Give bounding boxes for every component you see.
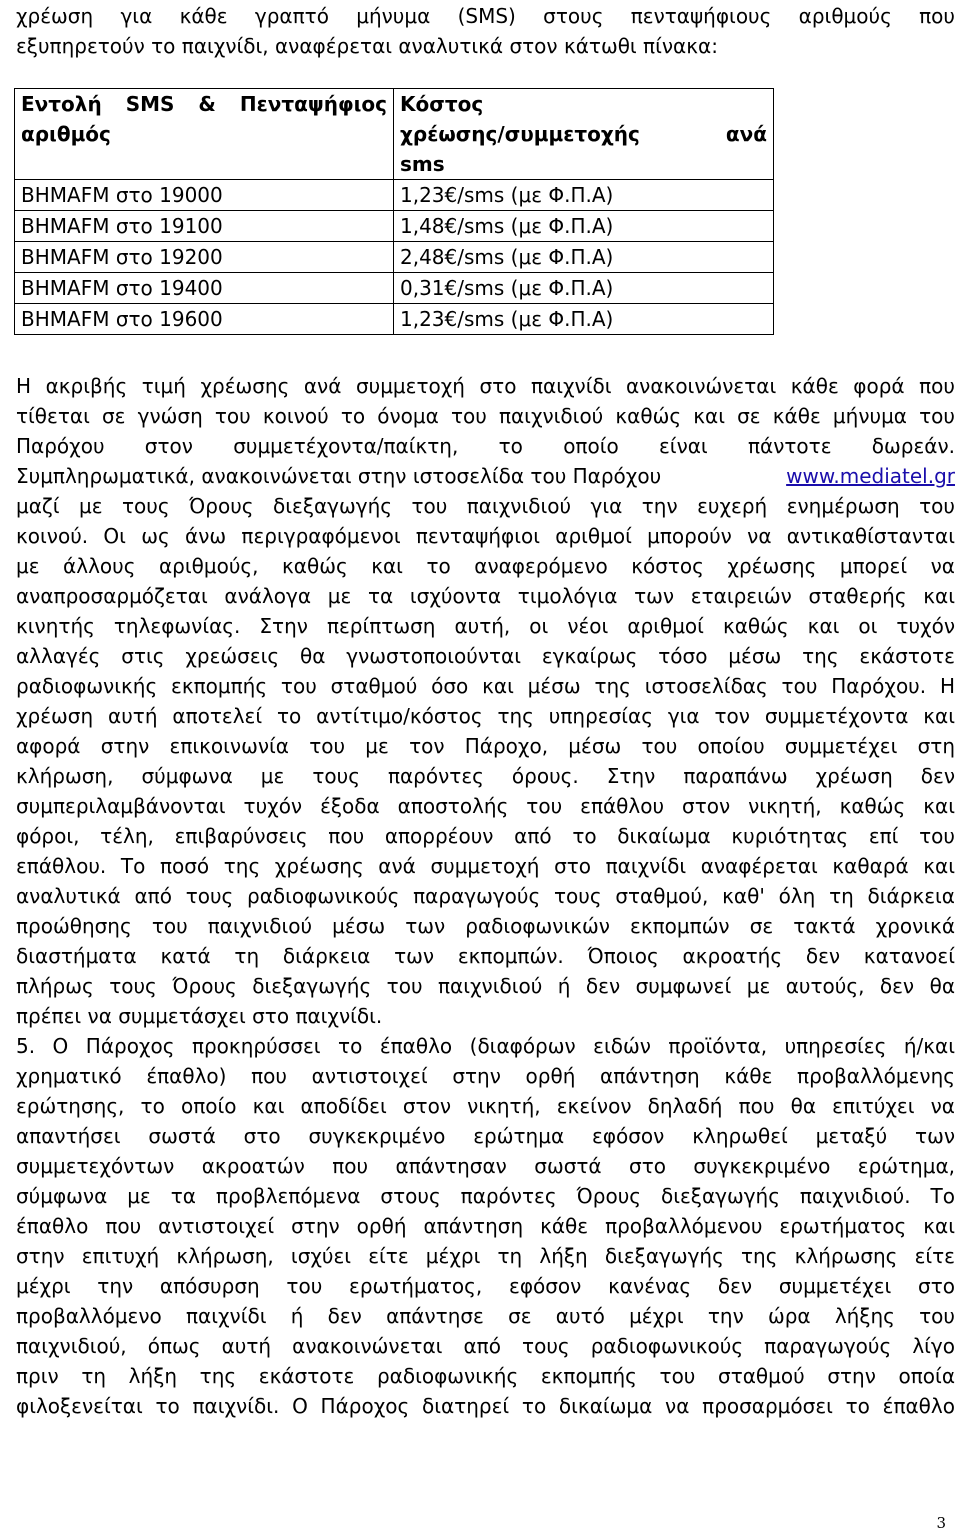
command-cell: ΒΗΜΑFM στο 19400 xyxy=(15,273,394,304)
table-row xyxy=(15,180,774,211)
body-line: χρηματικό έπαθλο) που αντιστοιχεί στην ορθή απάντηση κάθε προβαλλόμενης xyxy=(16,1064,955,1088)
body-line: σύμφωνα με τα προβλεπόμενα στους παρόντες Όρους διεξαγωγής παιχνιδιού. Το xyxy=(16,1184,955,1208)
body-line: παιχνιδιού, όπως αυτή ανακοινώνεται από τους ραδιοφωνικούς παραγωγούς λίγο xyxy=(16,1334,955,1358)
body-line: τίθεται σε γνώση του κοινού το όνομα του παιχνιδιού καθώς και σε κάθε μήνυμα του xyxy=(16,404,955,428)
command-cell: ΒΗΜΑFM στο 19600 xyxy=(15,304,394,335)
body-line: κινητής τηλεφωνίας. Στην περίπτωση αυτή, οι νέοι αριθμοί καθώς και οι τυχόν xyxy=(16,614,955,638)
table-header-row xyxy=(15,89,774,180)
cost-cell: 0,31€/sms (με Φ.Π.Α) xyxy=(394,273,774,304)
body-line: 5. Ο Πάροχος προκηρύσσει το έπαθλο (διαφόρων ειδών προϊόντα, υπηρεσίες ή/και xyxy=(16,1034,955,1058)
body-line: προβαλλόμενο παιχνίδι ή δεν απάντησε σε αυτό μέχρι την ώρα λήξης του xyxy=(16,1304,955,1328)
body-line: συμπεριλαμβάνονται τυχόν έξοδα αποστολής του επάθλου στον νικητή, καθώς και xyxy=(16,794,955,818)
body-line: φιλοξενείται το παιχνίδι. Ο Πάροχος διατηρεί το δικαίωμα να προσαρμόσει το έπαθλο xyxy=(16,1394,955,1418)
body-line: έπαθλο που αντιστοιχεί στην ορθή απάντηση κάθε προβαλλόμενου ερωτήματος και xyxy=(16,1214,955,1238)
body-line: πριν τη λήξη της εκάστοτε ραδιοφωνικής εκπομπής του σταθμού στην οποία xyxy=(16,1364,955,1388)
body-line: πρέπει να συμμετάσχει στο παιχνίδι. xyxy=(16,1004,383,1028)
body-line: αφορά στην επικοινωνία του με τον Πάροχο, μέσω του οποίου συμμετέχει στη xyxy=(16,734,955,758)
header-cell-text: αριθμός xyxy=(21,122,111,146)
cost-cell: 2,48€/sms (με Φ.Π.Α) xyxy=(394,242,774,273)
body-line: φόροι, τέλη, επιβαρύνσεις που απορρέουν από το δικαίωμα κυριότητας επί του xyxy=(16,824,955,848)
header-cost xyxy=(394,89,774,180)
header-command-number xyxy=(15,89,394,180)
body-line xyxy=(16,461,955,491)
cost-cell: 1,23€/sms (με Φ.Π.Α) xyxy=(394,304,774,335)
body-line: προώθησης του παιχνιδιού μέσω των ραδιοφωνικών εκπομπών σε τακτά χρονικά xyxy=(16,914,955,938)
body-line: χρέωση αυτή αποτελεί το αντίτιμο/κόστος της υπηρεσίας για τον συμμετέχοντα και xyxy=(16,704,955,728)
cost-cell: 1,48€/sms (με Φ.Π.Α) xyxy=(394,211,774,242)
body-line: κοινού. Οι ως άνω περιγραφόμενοι πενταψήφιοι αριθμοί μπορούν να αντικαθίστανται xyxy=(16,524,955,548)
header-cell-text: χρέωσης/συμμετοχής ανά xyxy=(400,122,767,146)
body-line: αναπροσαρμόζεται ανάλογα με τα ισχύοντα τιμολόγια των εταιρειών σταθερής και xyxy=(16,584,955,608)
command-cell: ΒΗΜΑFM στο 19100 xyxy=(15,211,394,242)
body-line: Παρόχου στον συμμετέχοντα/παίκτη, το οποίο είναι πάντοτε δωρεάν. xyxy=(16,434,955,458)
body-line: πλήρως τους Όρους διεξαγωγής του παιχνιδιού ή δεν συμφωνεί με αυτούς, δεν θα xyxy=(16,974,955,998)
command-cell: ΒΗΜΑFM στο 19000 xyxy=(15,180,394,211)
body-line: με άλλους αριθμούς, καθώς και το αναφερόμενο κόστος χρέωσης μπορεί να xyxy=(16,554,955,578)
intro-line: χρέωση για κάθε γραπτό μήνυμα (SMS) στους πενταψήφιους αριθμούς που xyxy=(16,4,955,28)
body-line: στην επιτυχή κλήρωση, ισχύει είτε μέχρι τη λήξη διεξαγωγής της κλήρωσης είτε xyxy=(16,1244,955,1268)
command-cell: ΒΗΜΑFM στο 19200 xyxy=(15,242,394,273)
body-line: συμμετεχόντων ακροατών που απάντησαν σωστά στο συγκεκριμένο ερώτημα, xyxy=(16,1154,955,1178)
header-cell-text: sms xyxy=(400,152,445,176)
header-cell-text: Κόστος xyxy=(400,92,484,116)
body-line: ερώτησης, το οποίο και αποδίδει στον νικητή, εκείνον δηλαδή που θα επιτύχει να xyxy=(16,1094,955,1118)
body-line: διαστήματα κατά τη διάρκεια των εκπομπών. Όποιος ακροατής δεν κατανοεί xyxy=(16,944,955,968)
body-line: μαζί με τους Όρους διεξαγωγής του παιχνιδιού για την ευχερή ενημέρωση του xyxy=(16,494,955,518)
body-line: αλλαγές στις χρεώσεις θα γνωστοποιούνται εγκαίρως τόσο μέσω της εκάστοτε xyxy=(16,644,955,668)
body-line: κλήρωση, σύμφωνα με τους παρόντες όρους. Στην παραπάνω χρέωση δεν xyxy=(16,764,955,788)
page-number: 3 xyxy=(936,1514,946,1532)
body-line: απαντήσει σωστά στο συγκεκριμένο ερώτημα εφόσον κληρωθεί μεταξύ των xyxy=(16,1124,955,1148)
header-cell-text: Εντολή SMS & Πενταψήφιος xyxy=(21,92,387,116)
body-text: Συμπληρωματικά, ανακοινώνεται στην ιστοσελίδα του Παρόχου xyxy=(16,464,662,488)
table-row xyxy=(15,211,774,242)
body-line: αναλυτικά από τους ραδιοφωνικούς παραγωγούς τους σταθμού, καθ' όλη τη διάρκεια xyxy=(16,884,955,908)
body-line: επάθλου. Το ποσό της χρέωσης ανά συμμετοχή στο παιχνίδι αναφέρεται καθαρά και xyxy=(16,854,955,878)
table-row xyxy=(15,304,774,335)
body-line: μέχρι την απόσυρση του ερωτήματος, εφόσον κανένας δεν συμμετέχει στο xyxy=(16,1274,955,1298)
table-row xyxy=(15,273,774,304)
sms-cost-table xyxy=(14,88,774,335)
provider-website-link[interactable]: www.mediatel.gr xyxy=(786,464,955,488)
body-line: Η ακριβής τιμή χρέωσης ανά συμμετοχή στο παιχνίδι ανακοινώνεται κάθε φορά που xyxy=(16,374,955,398)
intro-line: εξυπηρετούν το παιχνίδι, αναφέρεται αναλυτικά στον κάτωθι πίνακα: xyxy=(16,34,718,58)
body-line: ραδιοφωνικής εκπομπής του σταθμού όσο και μέσω της ιστοσελίδας του Παρόχου. Η xyxy=(16,674,955,698)
table-row xyxy=(15,242,774,273)
cost-cell: 1,23€/sms (με Φ.Π.Α) xyxy=(394,180,774,211)
